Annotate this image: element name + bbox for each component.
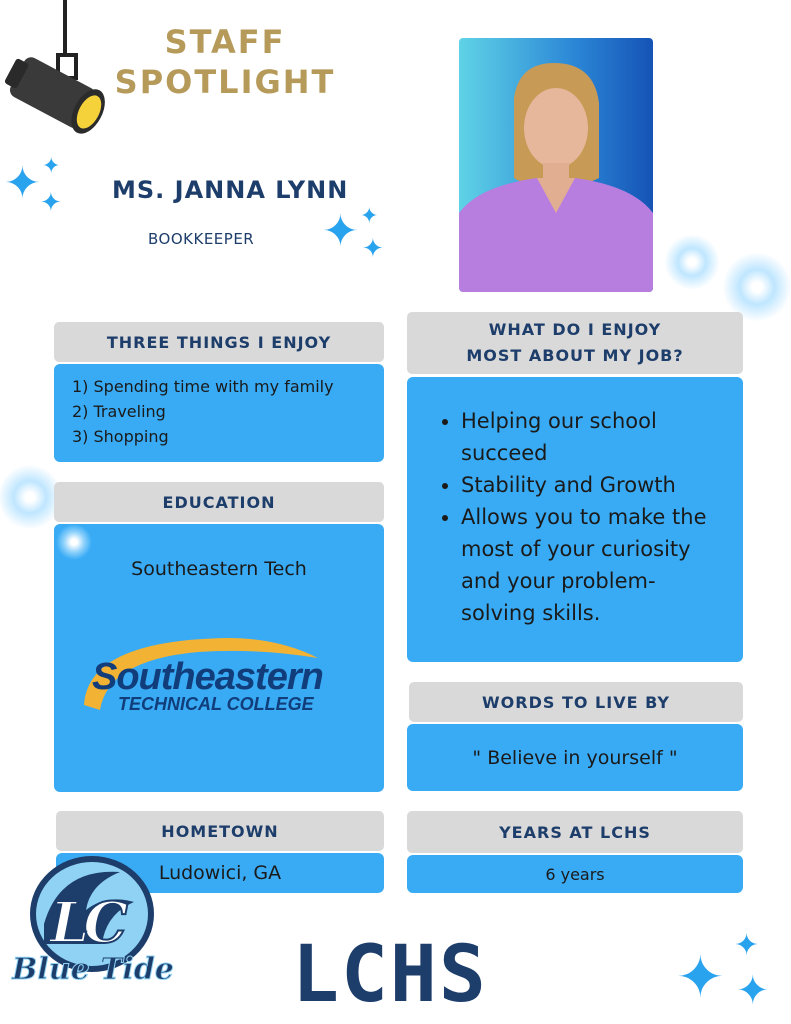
sparkle-icon: ✦	[362, 234, 384, 264]
glow-sparkle-icon	[0, 462, 60, 532]
blue-tide-logo-letters: LC	[50, 890, 122, 956]
blue-tide-logo	[10, 854, 200, 1014]
sparkle-icon: ✦	[360, 204, 379, 229]
education-box	[54, 524, 384, 792]
glow-sparkle-icon	[664, 234, 720, 290]
list-item: • Helping our school succeed	[461, 405, 725, 469]
education-school: Southeastern Tech	[131, 558, 307, 580]
hometown-heading: HOMETOWN	[56, 811, 384, 851]
words-quote: " Believe in yourself "	[472, 746, 678, 769]
list-item: 3) Shopping	[72, 427, 169, 446]
words-heading: WORDS TO LIVE BY	[409, 682, 743, 722]
list-item: • Stability and Growth	[461, 469, 725, 501]
enjoy-job-box	[407, 377, 743, 662]
list-item: 1) Spending time with my family	[72, 377, 334, 396]
sparkle-icon: ✦	[40, 188, 62, 218]
sparkle-icon: ✦	[4, 158, 41, 209]
enjoy-job-heading-line-2: MOST ABOUT MY JOB?	[466, 346, 684, 365]
years-value: 6 years	[545, 864, 605, 884]
years-heading: YEARS AT LCHS	[407, 811, 743, 853]
list-item: • Allows you to make the most of your curiosity and your problem-solving skills.	[461, 501, 725, 629]
college-logo	[78, 630, 368, 720]
three-things-box	[54, 364, 384, 462]
sparkle-icon: ✦	[322, 206, 359, 257]
enjoy-job-heading	[407, 312, 743, 374]
staff-photo	[459, 38, 653, 292]
list-item: 2) Traveling	[72, 402, 166, 421]
staff-role: BOOKKEEPER	[148, 230, 255, 248]
enjoy-job-heading-line-1: WHAT DO I ENJOY	[488, 320, 662, 339]
sparkle-icon: ✦	[734, 928, 760, 963]
college-logo-line-1: Southeastern	[92, 656, 323, 698]
staff-name: MS. JANNA LYNN	[112, 176, 349, 204]
three-things-heading: THREE THINGS I ENJOY	[54, 322, 384, 362]
title-line-1: STAFF	[164, 23, 286, 61]
glow-sparkle-icon	[56, 524, 92, 560]
page-title	[110, 22, 340, 102]
hometown-value: Ludowici, GA	[158, 862, 282, 884]
sparkle-icon: ✦	[676, 943, 725, 1011]
title-line-2: SPOTLIGHT	[114, 63, 336, 101]
education-heading: EDUCATION	[54, 482, 384, 522]
school-name: LCHS	[292, 930, 488, 1020]
college-logo-line-2: TECHNICAL COLLEGE	[118, 694, 314, 714]
blue-tide-logo-text: Blue Tide	[12, 952, 174, 987]
sparkle-icon: ✦	[42, 154, 61, 179]
years-box	[407, 855, 743, 893]
spotlight-icon	[0, 0, 110, 150]
sparkle-icon: ✦	[736, 968, 770, 1014]
words-box	[407, 724, 743, 791]
